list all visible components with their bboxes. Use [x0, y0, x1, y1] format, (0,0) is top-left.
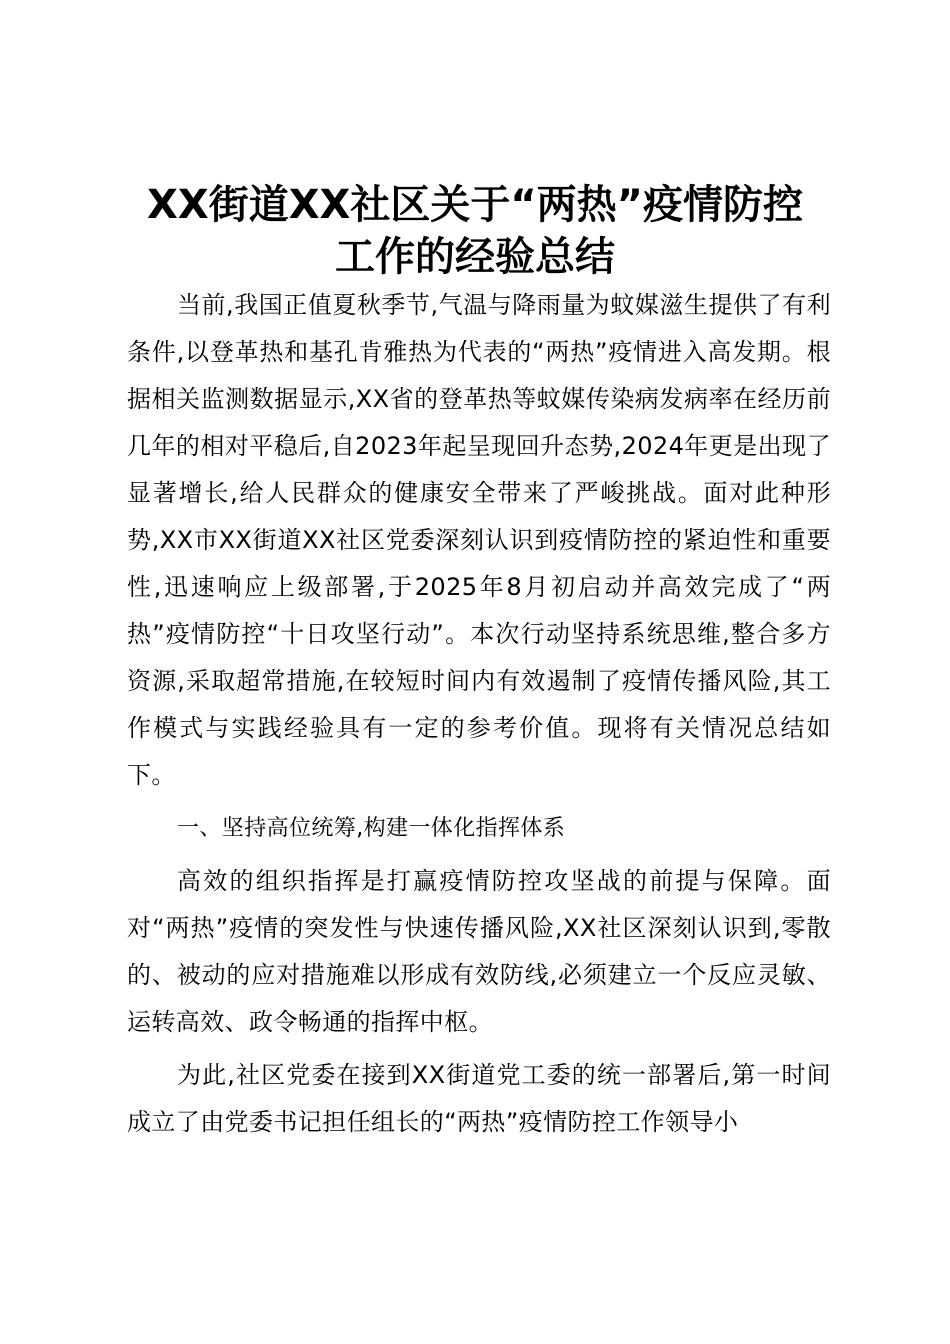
section-heading-1: 一、坚持高位统筹,构建一体化指挥体系: [177, 816, 566, 841]
section-1-paragraph-2: 为此,社区党委在接到XX街道党工委的统一部署后,第一时间成立了由党委书记担任组长的“两热”疫情防控工作领导小: [127, 1061, 831, 1136]
section-1-paragraph-1: 高效的组织指挥是打赢疫情防控攻坚战的前提与保障。面对“两热”疫情的突发性与快速传播风险,XX社区深刻认识到,零散的、被动的应对措施难以形成有效防线,必须建立一个反应灵敏、运转高效、政令畅通的指挥中枢。: [127, 867, 831, 1036]
document-title-line-2: 工作的经验总结: [335, 234, 615, 280]
document-title-line-1: XX街道XX社区关于“两热”疫情防控: [147, 182, 803, 228]
document-body: [127, 282, 831, 1146]
intro-paragraph: 当前,我国正值夏秋季节,气温与降雨量为蚊媒滋生提供了有利条件,以登革热和基孔肯雅热为代表的“两热”疫情进入高发期。根据相关监测数据显示,XX省的登革热等蚊媒传染病发病率在经历前几年的相对平稳后,自2023年起呈现回升态势,2024年更是出现了显著增长,给人民群众的健康安全带来了严峻挑战。面对此种形势,XX市XX街道XX社区党委深刻认识到疫情防控的紧迫性和重要性,迅速响应上级部署,于2025年8月初启动并高效完成了“两热”疫情防控“十日攻坚行动”。本次行动坚持系统思维,整合多方资源,采取超常措施,在较短时间内有效遏制了疫情传播风险,其工作模式与实践经验具有一定的参考价值。现将有关情况总结如下。: [127, 291, 831, 789]
